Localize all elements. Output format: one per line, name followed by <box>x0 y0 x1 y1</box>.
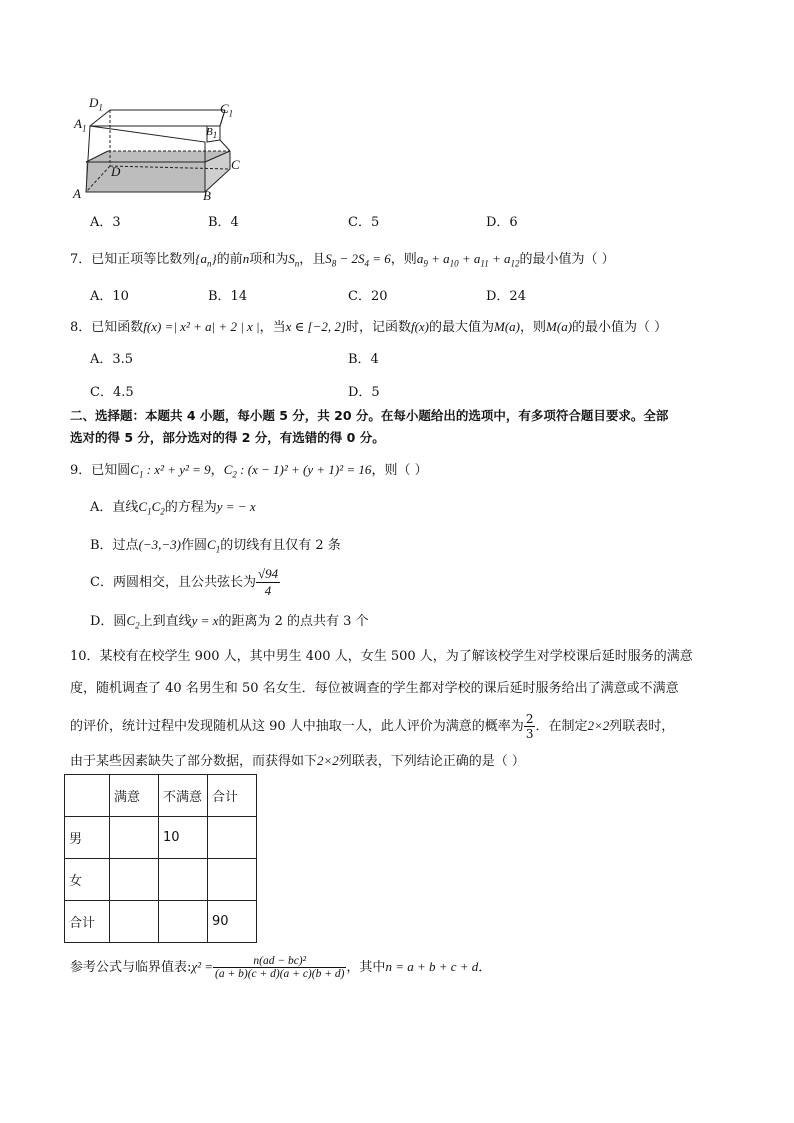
label-C1 <box>220 101 233 119</box>
q9-c1-c: C <box>130 462 139 477</box>
q9-option-d <box>90 610 369 631</box>
label-C1-sub: 1 <box>228 108 234 119</box>
q7-cond-end: = 6 <box>369 251 391 266</box>
label-B1-text: B <box>206 126 213 138</box>
q10-reference-formula <box>70 955 491 980</box>
q7-cond-sub1: 8 <box>331 258 337 269</box>
contingency-table <box>64 774 257 943</box>
table-cell: 女 <box>65 859 110 901</box>
table-cell <box>65 775 110 817</box>
label-A1 <box>74 116 86 134</box>
q7-sn <box>288 251 300 269</box>
q6-option-b: B．4 <box>208 215 239 230</box>
q9-opta-c1: C <box>138 499 148 514</box>
q9-optc-frac <box>256 566 280 599</box>
q9-opta-b: 的方程为 <box>164 500 217 515</box>
table-row <box>65 901 257 943</box>
q9-optb-circle <box>207 537 221 555</box>
q9-optc-num: √94 <box>257 566 279 581</box>
q10-line3-c: 列联表时， <box>609 719 675 734</box>
table-cell: 不满意 <box>159 775 208 817</box>
q7-option-c: C．20 <box>348 289 388 304</box>
q10-prob-frac <box>524 712 536 741</box>
label-B: B <box>203 188 211 203</box>
q10-line3-a: 的评价，统计过程中发现随机从这 90 人中抽取一人，此人评价为满意的概率为 <box>70 719 524 734</box>
table-cell: 合计 <box>65 901 110 943</box>
q9-opta-c2: C <box>151 499 161 514</box>
q9-optb-e: 的切线有且仅有 2 条 <box>220 538 341 553</box>
label-A: A <box>73 186 81 201</box>
q10-line3 <box>70 712 674 741</box>
q7-expr-s1: 9 <box>423 258 428 269</box>
q9-c2-eq: : (x − 1)² + (y + 1)² = 16 <box>236 462 372 477</box>
table-cell <box>159 901 208 943</box>
q7-seq-end: } <box>211 251 217 266</box>
q8-option-c: C．4.5 <box>90 385 134 400</box>
q9-optc-den: 4 <box>264 583 272 598</box>
q8-stem-b: ，当 <box>259 320 286 335</box>
q7-cond-s: S <box>325 251 332 266</box>
q9-opta-eq: y = − x <box>216 499 256 514</box>
table-row <box>65 817 257 859</box>
q8-stem-a: 8．已知函数 <box>70 320 144 335</box>
q7-n: n <box>242 251 250 266</box>
q7-stem <box>70 248 615 269</box>
q9-optb-point: (−3,−3) <box>138 537 182 552</box>
q10-line1: 10．某校有在校学生 900 人，其中男生 400 人，女生 500 人，为了解该校学生对学校课后延时服务的满意 <box>70 649 693 664</box>
q7-seq-a: {a <box>195 251 207 266</box>
table-cell: 90 <box>208 901 257 943</box>
q10-line2: 度，随机调查了 40 名男生和 50 名女生．每位被调查的学生都对学校的课后延时服务给出了满意或不满意 <box>70 681 679 696</box>
q9-stem-a: 9．已知圆 <box>70 463 131 478</box>
table-row <box>65 859 257 901</box>
q9-c2-sub: 2 <box>232 469 237 480</box>
table-cell <box>208 817 257 859</box>
q9-c2 <box>223 462 372 480</box>
q9-optd-e: 的距离为 2 的点共有 3 个 <box>218 614 369 629</box>
q9-stem <box>70 459 428 480</box>
q7-option-a: A．10 <box>90 289 129 304</box>
q8-domain: x ∈ [−2, 2] <box>285 319 346 334</box>
q9-optb-s: 1 <box>215 544 221 555</box>
q9-optd-s: 2 <box>135 620 140 631</box>
q7-expr-p1: + a <box>427 251 450 266</box>
table-cell: 10 <box>159 817 208 859</box>
q10-ref-where: ，其中 <box>346 960 386 975</box>
q9-option-a <box>90 496 256 517</box>
q10-ref-label: 参考公式与临界值表: <box>70 960 192 975</box>
q7-cond-sub2: 4 <box>364 258 370 269</box>
q8-option-a: A．3.5 <box>90 352 134 367</box>
q10-ref-end: ． <box>478 960 492 975</box>
q10-chi-num: n(ad − bc)² <box>213 955 346 968</box>
q10-chi-frac <box>213 955 346 980</box>
q6-option-d: D．6 <box>486 215 518 230</box>
q10-line4-b: 列联表，下列结论正确的是（ ） <box>338 754 525 769</box>
q7-sn-sub: n <box>294 258 300 269</box>
q9-optb-c: C <box>207 537 216 552</box>
q10-line3-b: ．在制定 <box>535 719 588 734</box>
q9-optd-a: D．圆 <box>90 614 127 629</box>
q8-stem-c: 时，记函数 <box>345 320 411 335</box>
q7-stem-d: ，且 <box>299 252 326 267</box>
label-B1-sub: 1 <box>212 130 218 141</box>
q7-seq-sub: n <box>206 258 212 269</box>
table-cell <box>208 859 257 901</box>
table-cell: 满意 <box>110 775 159 817</box>
table-cell <box>110 859 159 901</box>
table-cell <box>110 901 159 943</box>
q6-option-a: A．3 <box>90 215 121 230</box>
q7-stem-f: 的最小值为（ ） <box>519 252 615 267</box>
q9-option-b <box>90 534 341 555</box>
q8-fx: f(x) <box>410 319 429 334</box>
q7-stem-a: 7．已知正项等比数列 <box>70 252 196 267</box>
q9-opta-line <box>138 499 165 517</box>
section2-line2: 选对的得 5 分，部分选对的得 2 分，有选错的得 0 分。 <box>70 430 385 445</box>
q9-opta-s1: 1 <box>147 506 152 517</box>
q8-stem-f: 的最小值为（ ） <box>572 320 668 335</box>
q7-expr-s3: 11 <box>480 258 489 269</box>
q9-optb-a: B．过点 <box>90 538 139 553</box>
q9-sep: ， <box>210 463 224 478</box>
table-cell: 合计 <box>208 775 257 817</box>
q8-stem <box>70 316 667 335</box>
q9-optd-circle <box>126 613 140 631</box>
q10-table-size-b: 2×2 <box>317 753 339 768</box>
q9-c1-eq: : x² + y² = 9 <box>143 462 211 477</box>
q10-line4-a: 由于某些因素缺失了部分数据，而获得如下 <box>70 754 318 769</box>
q8-ma: M(a) <box>494 319 521 334</box>
table-cell: 男 <box>65 817 110 859</box>
q7-option-d: D．24 <box>486 289 526 304</box>
q8-stem-e: ，则 <box>520 320 547 335</box>
q9-optd-c: C <box>126 613 136 628</box>
q10-frac-den: 3 <box>525 727 534 741</box>
label-B1 <box>206 126 217 140</box>
table-cell <box>110 817 159 859</box>
q6-option-c: C．5 <box>348 215 380 230</box>
q9-option-c <box>90 566 280 599</box>
q9-c1 <box>130 462 211 480</box>
q7-stem-b: 的前 <box>216 252 243 267</box>
q9-optc-a: C．两圆相交，且公共弦长为 <box>90 575 256 590</box>
label-C: C <box>231 157 240 172</box>
label-A1-text: A <box>74 116 82 131</box>
q10-frac-num: 2 <box>525 712 534 726</box>
q8-func: f(x) =| x² + a| + 2 | x | <box>143 319 260 334</box>
q8-option-b: B．4 <box>348 352 379 367</box>
table-header-row <box>65 775 257 817</box>
q7-expr-p2: + a <box>458 251 481 266</box>
label-D1 <box>89 95 103 113</box>
section2-line1: 二、选择题：本题共 4 小题，每小题 5 分，共 20 分。在每小题给出的选项中，有多项符合题目要求。全部 <box>70 408 669 423</box>
q9-optb-b: 作圆 <box>181 538 208 553</box>
q7-expr-p3: + a <box>488 251 511 266</box>
q9-optd-eq: y = x <box>191 613 219 628</box>
q9-stem-end: ，则（ ） <box>371 463 428 478</box>
q8-ma2: M(a) <box>546 319 573 334</box>
q10-line4 <box>70 750 525 769</box>
label-C1-text: C <box>220 101 229 116</box>
q8-option-d: D．5 <box>348 385 380 400</box>
label-D1-text: D <box>89 95 99 110</box>
q9-opta-a: A．直线 <box>90 500 139 515</box>
q10-n-eq: n = a + b + c + d <box>385 959 479 974</box>
q9-c2-c: C <box>223 462 233 477</box>
table-cell <box>159 859 208 901</box>
q7-cond-mid: − 2S <box>336 251 365 266</box>
q7-sn-s: S <box>288 251 295 266</box>
label-D: D <box>111 164 121 179</box>
q10-chi-symbol: χ² = <box>191 959 214 974</box>
q7-stem-c: 项和为 <box>249 252 289 267</box>
q7-stem-e: ，则 <box>390 252 417 267</box>
q7-option-b: B．14 <box>208 289 248 304</box>
label-A1-sub: 1 <box>81 123 87 134</box>
q7-expr <box>416 251 520 269</box>
q8-stem-d: 的最大值为 <box>429 320 495 335</box>
q9-optd-b: 上到直线 <box>139 614 192 629</box>
q9-c1-sub: 1 <box>138 469 144 480</box>
q9-opta-s2: 2 <box>160 506 165 517</box>
q10-table-size-a: 2×2 <box>587 718 610 733</box>
q7-expr-a: a <box>416 251 424 266</box>
q7-cond <box>325 251 391 269</box>
q7-expr-s4: 12 <box>510 258 520 269</box>
q10-chi-den: (a + b)(c + d)(a + c)(b + d) <box>215 968 345 980</box>
label-D1-sub: 1 <box>98 102 103 113</box>
q7-expr-s2: 10 <box>449 258 459 269</box>
q7-seq <box>195 251 217 269</box>
